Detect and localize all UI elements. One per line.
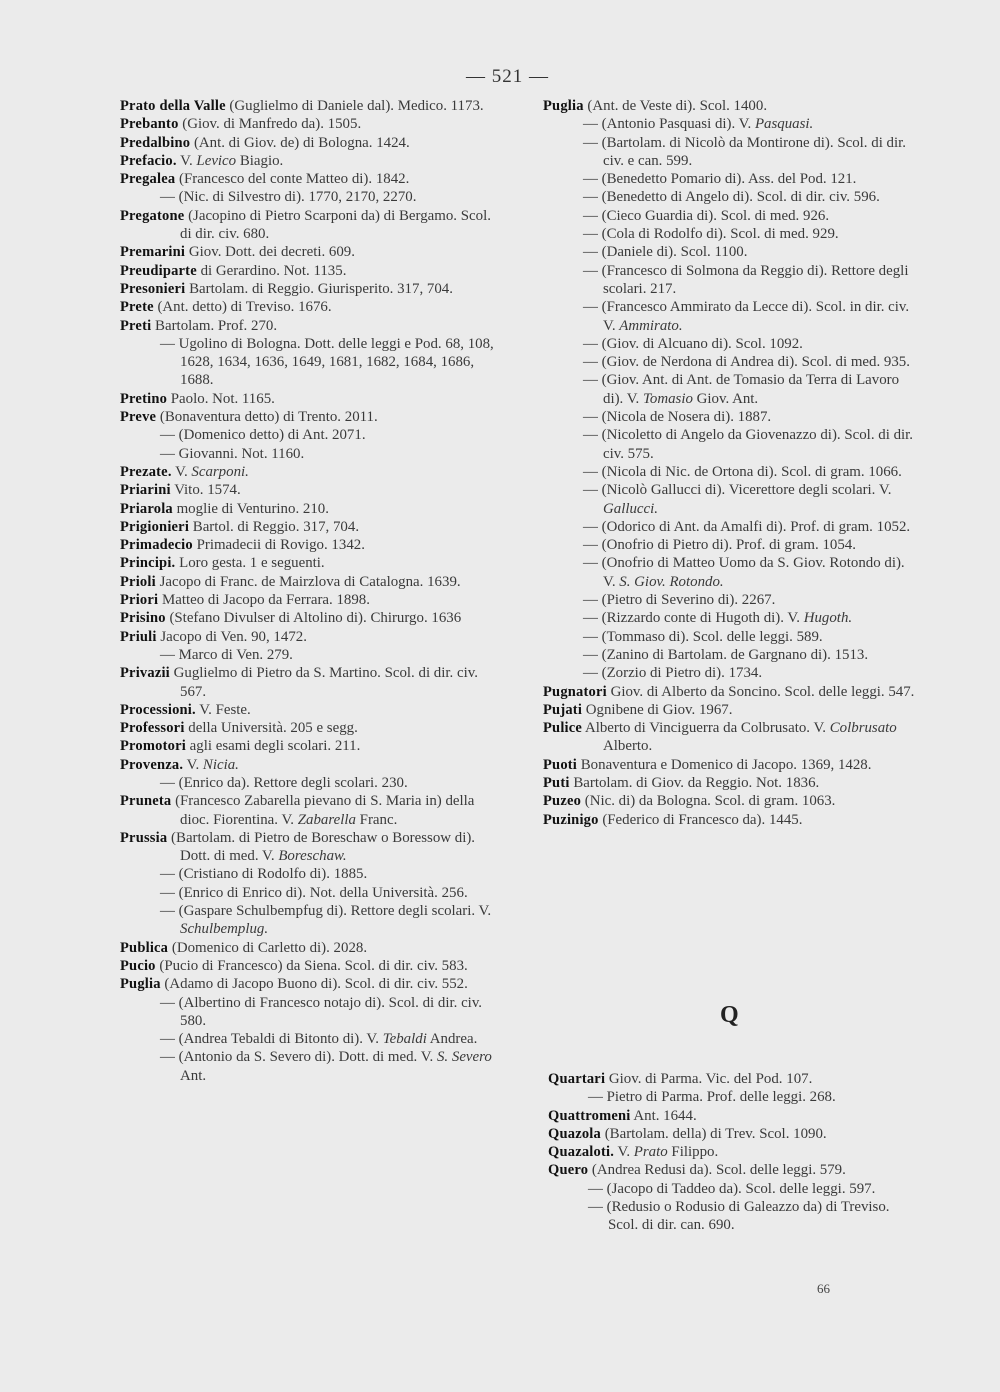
index-entry	[543, 719, 918, 756]
index-column-left	[120, 97, 500, 1085]
index-entry	[120, 298, 500, 316]
entry-text: — (Onofrio di Pietro di). Prof. di gram. 1054.	[583, 537, 856, 554]
index-entry	[120, 243, 500, 261]
index-entry	[548, 1198, 920, 1235]
entry-headword: Presonieri	[120, 280, 186, 297]
index-entry	[543, 646, 918, 664]
entry-text: Giov. di Alberto da Soncino. Scol. delle leggi. 547.	[606, 683, 915, 700]
entry-text: — Pietro di Parma. Prof. delle leggi. 268.	[588, 1089, 836, 1106]
index-entry	[120, 188, 500, 206]
index-entry	[120, 609, 500, 627]
entry-headword: Prisino	[120, 610, 166, 627]
index-entry	[543, 97, 918, 115]
index-entry	[543, 408, 918, 426]
entry-headword: Quazaloti.	[548, 1144, 615, 1161]
entry-crossref: S. Giov. Rotondo.	[619, 573, 724, 590]
entry-text: V.	[171, 463, 192, 480]
index-entry	[120, 262, 500, 280]
entry-crossref: Prato	[633, 1144, 668, 1161]
entry-text: Jacopo di Ven. 90, 1472.	[156, 628, 307, 645]
index-entry	[543, 683, 918, 701]
entry-text: — (Nic. di Silvestro di). 1770, 2170, 2270.	[160, 189, 417, 206]
entry-text: V.	[176, 152, 197, 169]
entry-headword: Prioli	[120, 573, 156, 590]
index-entry	[543, 115, 918, 133]
entry-text: Bartol. di Reggio. 317, 704.	[189, 518, 360, 535]
index-entry	[120, 317, 500, 335]
entry-headword: Pregatone	[120, 207, 185, 224]
entry-text: Alberto di Vinciguerra da Colbrusato. V.	[582, 720, 830, 737]
entry-text: — (Zanino di Bartolam. de Gargnano di). 1513.	[583, 646, 869, 663]
entry-crossref: Pasquasi.	[754, 116, 814, 133]
entry-headword: Priori	[120, 592, 159, 609]
entry-text: — (Enrico di Enrico di). Not. della Università. 256.	[160, 884, 468, 901]
entry-text: — (Nicola de Nosera di). 1887.	[583, 409, 772, 426]
index-entry	[120, 701, 500, 719]
index-entry	[120, 737, 500, 755]
index-entry	[543, 536, 918, 554]
index-column-q	[548, 1070, 920, 1235]
entry-text: — (Redusio o Rodusio di Galeazzo da) di Treviso. Scol. di dir. can. 690.	[588, 1199, 890, 1234]
entry-crossref: Ammirato.	[619, 317, 683, 334]
entry-text: V.	[614, 1144, 634, 1161]
entry-text: — (Daniele di). Scol. 1100.	[583, 244, 748, 261]
entry-text: (Ant. di Giov. de) di Bologna. 1424.	[190, 134, 410, 151]
entry-text: — (Enrico da). Rettore degli scolari. 230.	[160, 774, 408, 791]
index-entry	[543, 170, 918, 188]
index-entry	[120, 719, 500, 737]
entry-tail: Ant.	[180, 1067, 207, 1084]
index-entry	[543, 518, 918, 536]
entry-text: — (Rizzardo conte di Hugoth di). V.	[583, 610, 804, 627]
entry-text: (Stefano Divulser di Altolino di). Chirurgo. 1636	[165, 610, 462, 627]
entry-text: — (Benedetto di Angelo di). Scol. di dir. civ. 596.	[583, 189, 880, 206]
entry-headword: Principi.	[120, 555, 176, 572]
entry-text: — (Benedetto Pomario di). Ass. del Pod. 121.	[583, 171, 857, 188]
entry-crossref: Colbrusato	[829, 720, 897, 737]
entry-text: — (Odorico di Ant. da Amalfi di). Prof. di gram. 1052.	[583, 518, 911, 535]
index-entry	[543, 207, 918, 225]
entry-headword: Premarini	[120, 244, 186, 261]
entry-text: (Bartolam. della) di Trev. Scol. 1090.	[600, 1125, 827, 1142]
entry-text: (Jacopino di Pietro Scarponi da) di Bergamo. Scol. di dir. civ. 680.	[180, 207, 491, 243]
entry-text: — (Jacopo di Taddeo da). Scol. delle leggi. 597.	[588, 1180, 876, 1197]
entry-text: Ognibene di Giov. 1967.	[582, 701, 733, 718]
entry-text: Bartolam. Prof. 270.	[151, 317, 278, 334]
entry-crossref: Scarponi.	[191, 463, 249, 480]
entry-text: — (Pietro di Severino di). 2267.	[583, 592, 776, 609]
index-entry	[543, 591, 918, 609]
index-entry	[120, 500, 500, 518]
entry-headword: Quazola	[548, 1125, 601, 1142]
entry-headword: Pregalea	[120, 171, 176, 188]
entry-text: Bartolam. di Giov. da Reggio. Not. 1836.	[569, 774, 820, 791]
index-entry	[120, 646, 500, 664]
entry-headword: Puglia	[543, 98, 584, 114]
entry-text: — (Cristiano di Rodolfo di). 1885.	[160, 866, 368, 883]
entry-text: (Bartolam. di Pietro de Boreschaw o Boressow di). Dott. di med. V.	[167, 829, 476, 865]
index-entry	[120, 756, 500, 774]
entry-text: Guglielmo di Pietro da S. Martino. Scol. di dir. civ. 567.	[169, 665, 478, 700]
index-entry	[120, 939, 500, 957]
index-entry	[120, 152, 500, 170]
index-entry	[548, 1107, 920, 1125]
entry-text: (Andrea Redusi da). Scol. delle leggi. 579.	[588, 1162, 846, 1179]
entry-text: (Giov. di Manfredo da). 1505.	[178, 116, 362, 133]
entry-tail: Alberto.	[603, 738, 653, 755]
entry-text: — (Gaspare Schulbempfug di). Rettore degli scolari. V.	[160, 903, 492, 920]
entry-headword: Predalbino	[120, 134, 191, 151]
entry-text: — (Zorzio di Pietro di). 1734.	[583, 665, 763, 682]
entry-text: V. Feste.	[195, 701, 251, 718]
index-entry	[543, 463, 918, 481]
index-entry	[548, 1180, 920, 1198]
index-entry	[120, 481, 500, 499]
index-entry	[120, 97, 500, 115]
index-entry	[120, 536, 500, 554]
entry-headword: Quattromeni	[548, 1107, 631, 1124]
index-entry	[543, 225, 918, 243]
index-entry	[120, 1048, 500, 1085]
entry-text: — (Albertino di Francesco notajo di). Scol. di dir. civ. 580.	[160, 994, 483, 1029]
section-letter: Q	[720, 1002, 739, 1028]
entry-headword: Publica	[120, 939, 169, 956]
index-entry	[120, 994, 500, 1031]
entry-text: — (Domenico detto) di Ant. 2071.	[160, 427, 366, 444]
index-entry	[543, 262, 918, 299]
entry-text: di Gerardino. Not. 1135.	[196, 262, 347, 279]
entry-headword: Pretino	[120, 390, 168, 407]
entry-text: — (Bartolam. di Nicolò da Montirone di). Scol. di dir. civ. e can. 599.	[583, 134, 906, 169]
index-entry	[543, 134, 918, 171]
entry-text: (Nic. di) da Bologna. Scol. di gram. 1063.	[581, 793, 836, 810]
entry-text: Giov. Dott. dei decreti. 609.	[185, 244, 355, 261]
entry-crossref: Zabarella	[297, 811, 356, 828]
entry-headword: Pruneta	[120, 793, 172, 810]
index-entry	[120, 957, 500, 975]
entry-text: V.	[183, 756, 203, 773]
entry-headword: Puoti	[543, 756, 578, 773]
entry-headword: Preti	[120, 317, 152, 334]
index-entry	[120, 134, 500, 152]
entry-text: Bonaventura e Domenico di Jacopo. 1369, 1428.	[577, 756, 872, 773]
entry-headword: Pugnatori	[543, 683, 607, 700]
index-entry	[120, 975, 500, 993]
page-number: — 521 —	[466, 66, 549, 87]
entry-headword: Quartari	[548, 1071, 606, 1087]
entry-text: Paolo. Not. 1165.	[167, 390, 275, 407]
entry-text: — (Giov. Ant. di Ant. de Tomasio da Terra di Lavoro di). V.	[583, 372, 900, 407]
index-entry	[548, 1070, 920, 1088]
entry-tail: Biagio.	[236, 152, 284, 169]
entry-headword: Professori	[120, 720, 185, 737]
index-entry	[548, 1143, 920, 1161]
entry-headword: Prato della Valle	[120, 98, 226, 114]
entry-text: Matteo di Jacopo da Ferrara. 1898.	[158, 592, 370, 609]
index-entry	[543, 481, 918, 518]
index-entry	[120, 829, 500, 866]
entry-text: (Federico di Francesco da). 1445.	[598, 811, 803, 828]
index-entry	[120, 463, 500, 481]
index-entry	[543, 756, 918, 774]
entry-text: — (Giov. di Alcuano di). Scol. 1092.	[583, 335, 803, 352]
index-entry	[120, 628, 500, 646]
index-entry	[120, 207, 500, 244]
entry-tail: Giov. Ant.	[692, 390, 759, 407]
index-entry	[543, 628, 918, 646]
index-entry	[120, 518, 500, 536]
entry-crossref: Hugoth.	[803, 610, 853, 627]
entry-crossref: Tomasio	[643, 390, 693, 407]
index-entry	[120, 1030, 500, 1048]
entry-headword: Primadecio	[120, 537, 193, 554]
entry-text: (Ant. detto) di Treviso. 1676.	[153, 299, 332, 316]
entry-headword: Promotori	[120, 738, 186, 755]
entry-headword: Puzeo	[543, 793, 582, 810]
entry-text: Jacopo di Franc. de Mairzlova di Catalogna. 1639.	[155, 573, 461, 590]
entry-text: Vito. 1574.	[170, 482, 241, 499]
entry-headword: Prigionieri	[120, 518, 190, 535]
index-entry	[543, 243, 918, 261]
index-entry	[543, 701, 918, 719]
entry-text: — (Tommaso di). Scol. delle leggi. 589.	[583, 628, 823, 645]
entry-crossref: Levico	[196, 152, 237, 169]
index-entry	[120, 865, 500, 883]
index-entry	[120, 445, 500, 463]
entry-text: agli esami degli scolari. 211.	[185, 738, 361, 755]
entry-text: (Francesco Zabarella pievano di S. Maria in) della dioc. Fiorentina. V.	[171, 793, 475, 828]
entry-crossref: Gallucci.	[603, 500, 658, 517]
entry-headword: Pucio	[120, 957, 156, 974]
entry-text: — (Andrea Tebaldi di Bitonto di). V.	[160, 1031, 383, 1048]
entry-text: — (Antonio da S. Severo di). Dott. di med. V.	[160, 1049, 437, 1066]
entry-tail: Filippo.	[667, 1144, 719, 1161]
index-entry	[543, 353, 918, 371]
entry-text: — Marco di Ven. 279.	[160, 646, 293, 663]
entry-text: — (Nicolò Gallucci di). Vicerettore degli scolari. V.	[583, 482, 892, 499]
entry-headword: Prefacio.	[120, 152, 177, 169]
index-entry	[543, 426, 918, 463]
entry-headword: Preudiparte	[120, 262, 197, 279]
entry-headword: Prezate.	[120, 463, 172, 480]
index-entry	[120, 426, 500, 444]
index-entry	[543, 298, 918, 335]
index-entry	[543, 792, 918, 810]
entry-text: (Domenico di Carletto di). 2028.	[168, 939, 368, 956]
signature-mark: 66	[817, 1281, 830, 1296]
entry-text: moglie di Venturino. 210.	[172, 500, 329, 517]
index-entry	[120, 115, 500, 133]
entry-headword: Priarola	[120, 500, 173, 517]
index-entry	[120, 390, 500, 408]
entry-text: — (Giov. de Nerdona di Andrea di). Scol. di med. 935.	[583, 354, 910, 371]
entry-crossref: Nicia.	[202, 756, 239, 773]
index-entry	[548, 1088, 920, 1106]
entry-crossref: Schulbemplug.	[180, 921, 269, 938]
entry-text: della Università. 205 e segg.	[184, 720, 358, 737]
entry-headword: Pujati	[543, 701, 583, 718]
entry-headword: Provenza.	[120, 756, 184, 773]
entry-text: — (Antonio Pasquasi di). V.	[583, 116, 755, 133]
entry-text: (Francesco del conte Matteo di). 1842.	[175, 171, 410, 188]
entry-text: — (Francesco di Solmona da Reggio di). Rettore degli scolari. 217.	[583, 262, 909, 297]
index-entry	[543, 335, 918, 353]
entry-text: Primadecii di Rovigo. 1342.	[192, 537, 365, 554]
entry-headword: Puti	[543, 774, 570, 791]
entry-text: — (Francesco Ammirato da Lecce di). Scol. in dir. civ. V.	[583, 299, 910, 334]
index-column-right	[543, 97, 918, 829]
index-entry	[120, 591, 500, 609]
index-entry	[120, 774, 500, 792]
entry-headword: Puglia	[120, 976, 161, 993]
index-entry	[120, 280, 500, 298]
index-entry	[120, 170, 500, 188]
index-entry	[120, 884, 500, 902]
entry-text: — Ugolino di Bologna. Dott. delle leggi e Pod. 68, 108, 1628, 1634, 1636, 1649, 1681, 1682, 1684, 1686, 1688.	[160, 335, 494, 389]
index-entry	[543, 188, 918, 206]
index-entry	[543, 371, 918, 408]
entry-text: (Guglielmo di Daniele dal). Medico. 1173.	[225, 98, 484, 114]
index-entry	[120, 664, 500, 701]
index-entry	[543, 609, 918, 627]
entry-headword: Priuli	[120, 628, 157, 645]
index-entry	[543, 811, 918, 829]
entry-crossref: Boreschaw.	[278, 848, 347, 865]
entry-headword: Prussia	[120, 829, 168, 846]
entry-headword: Prete	[120, 299, 154, 316]
entry-headword: Pulice	[543, 720, 583, 737]
index-entry	[120, 573, 500, 591]
entry-text: (Ant. de Veste di). Scol. 1400.	[583, 98, 768, 114]
entry-text: — (Cola di Rodolfo di). Scol. di med. 929.	[583, 226, 839, 243]
entry-text: — (Nicoletto di Angelo da Giovenazzo di). Scol. di dir. civ. 575.	[583, 427, 914, 462]
index-entry	[548, 1161, 920, 1179]
entry-text: Loro gesta. 1 e seguenti.	[175, 555, 325, 572]
index-entry	[543, 774, 918, 792]
index-entry	[120, 335, 500, 390]
entry-crossref: Tebaldi	[382, 1031, 427, 1048]
index-entry	[120, 792, 500, 829]
entry-text: Ant. 1644.	[630, 1107, 697, 1124]
entry-text: Bartolam. di Reggio. Giurisperito. 317, 704.	[185, 280, 453, 297]
entry-headword: Privazii	[120, 665, 170, 682]
index-entry	[120, 408, 500, 426]
entry-headword: Quero	[548, 1162, 589, 1179]
index-entry	[548, 1125, 920, 1143]
entry-headword: Processioni.	[120, 701, 196, 718]
index-entry	[543, 554, 918, 591]
entry-text: — (Onofrio di Matteo Uomo da S. Giov. Rotondo di). V.	[583, 555, 905, 590]
entry-tail: Andrea.	[426, 1031, 478, 1048]
index-entry	[120, 554, 500, 572]
entry-crossref: S. Severo	[436, 1049, 492, 1066]
entry-headword: Puzinigo	[543, 811, 599, 828]
index-entry	[543, 664, 918, 682]
entry-headword: Prebanto	[120, 116, 179, 133]
entry-headword: Preve	[120, 409, 157, 426]
entry-headword: Priarini	[120, 482, 171, 499]
entry-tail: Franc.	[355, 811, 398, 828]
entry-text: Giov. di Parma. Vic. del Pod. 107.	[605, 1071, 813, 1087]
entry-text: (Adamo di Jacopo Buono di). Scol. di dir. civ. 552.	[160, 976, 468, 993]
entry-text: — (Nicola di Nic. de Ortona di). Scol. di gram. 1066.	[583, 463, 902, 480]
entry-text: (Bonaventura detto) di Trento. 2011.	[156, 409, 378, 426]
entry-text: — (Cieco Guardia di). Scol. di med. 926.	[583, 207, 830, 224]
entry-text: — Giovanni. Not. 1160.	[160, 445, 305, 462]
index-entry	[120, 902, 500, 939]
entry-text: (Pucio di Francesco) da Siena. Scol. di dir. civ. 583.	[155, 957, 468, 974]
